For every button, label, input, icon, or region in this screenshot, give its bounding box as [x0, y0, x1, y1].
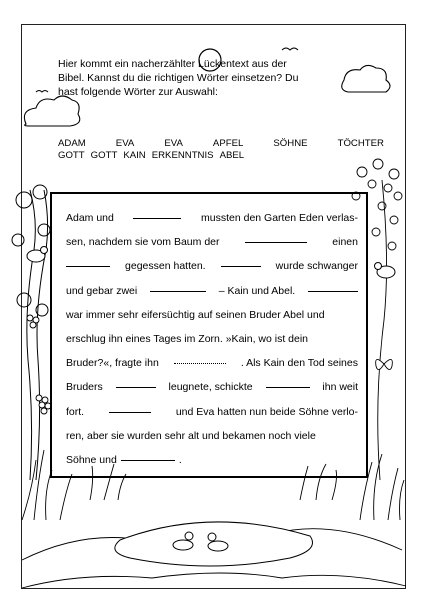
tree-icon [12, 185, 50, 480]
word-bank-item: KAIN [123, 150, 146, 161]
word-bank-item: ABEL [219, 150, 245, 161]
word-bank-item: GOTT [58, 150, 85, 161]
cloze-fragment: . [178, 454, 182, 467]
intro-text [58, 57, 384, 99]
word-bank-item: SÖHNE [273, 138, 308, 149]
bird-icon [375, 263, 396, 279]
cloze-line [66, 375, 358, 399]
intro-line: Hier kommt ein nacherzählter Lückentext aus der [58, 58, 287, 70]
cloze-fragment: Bruders [66, 381, 103, 394]
word-bank-item: ERKENNTNIS [151, 150, 214, 161]
blank-field[interactable] [266, 375, 310, 388]
cloze-fragment: Söhne und [66, 454, 117, 467]
butterfly-icon [376, 359, 393, 369]
cloze-fragment: Bruder?«, fragte ihn [66, 357, 159, 370]
cloze-fragment: mussten den Garten Eden verlas- [201, 212, 358, 224]
cloze-fragment: und Eva hatten nun beide Söhne verlo- [175, 405, 358, 418]
cloze-line [66, 254, 358, 278]
intro-line: Bibel. Kannst du die richtigen Wörter einsetzen? Du [58, 72, 299, 84]
blank-field[interactable] [109, 400, 151, 413]
word-bank [58, 138, 384, 162]
cloze-line [66, 327, 358, 351]
cloze-text [66, 206, 358, 472]
cloze-fragment: erschlug ihn eines Tages im Zorn. »Kain, wo ist dein [66, 333, 309, 346]
cloze-line [66, 448, 358, 472]
cloze-fragment: fort. [66, 405, 85, 418]
blank-field[interactable] [133, 206, 181, 219]
word-bank-row [58, 138, 384, 150]
cloze-fragment: und gebar zwei [66, 284, 138, 297]
cloze-fragment: – Kain und Abel. [218, 284, 296, 297]
cloze-line [66, 279, 358, 303]
word-bank-item: GOTT [90, 150, 118, 161]
cloze-fragment: ren, aber sie wurden sehr alt und bekamen noch viele [66, 429, 316, 442]
cloze-fragment: Adam und [66, 212, 114, 224]
blank-field[interactable] [174, 351, 226, 364]
cloze-fragment: leugnete, schickte [168, 381, 253, 394]
cloze-line [66, 206, 358, 230]
cloze-fragment: gegessen hatten. [125, 260, 206, 273]
cloze-line [66, 400, 358, 424]
intro-line: hast folgende Wörter zur Auswahl: [58, 86, 218, 98]
cloze-fragment: sen, nachdem sie vom Baum der [66, 236, 220, 249]
blank-field[interactable] [66, 254, 110, 267]
blank-field[interactable] [116, 375, 156, 388]
cloze-fragment: wurde schwanger [275, 260, 358, 273]
word-bank-item: TÖCHTER [337, 138, 384, 149]
word-bank-item: ADAM [58, 138, 86, 149]
cloze-line [66, 230, 358, 254]
cloze-line [66, 351, 358, 375]
cloze-fragment: einen [332, 236, 358, 249]
blank-field[interactable] [121, 448, 175, 461]
word-bank-item: EVA [164, 138, 183, 149]
cloze-line [66, 424, 358, 448]
word-bank-item: APFEL [212, 138, 244, 149]
blank-field[interactable] [245, 230, 307, 243]
cloze-line [66, 303, 358, 327]
cloze-fragment: ihn weit [322, 381, 358, 394]
blank-field[interactable] [150, 279, 206, 292]
blank-field[interactable] [308, 279, 358, 292]
blank-field[interactable] [221, 254, 261, 267]
cloze-fragment: . Als Kain den Tod seines [240, 357, 358, 370]
cloze-fragment: war immer sehr eifersüchtig auf seinen Bruder Abel und [66, 308, 325, 321]
word-bank-row [58, 150, 384, 162]
word-bank-item: EVA [115, 138, 135, 149]
